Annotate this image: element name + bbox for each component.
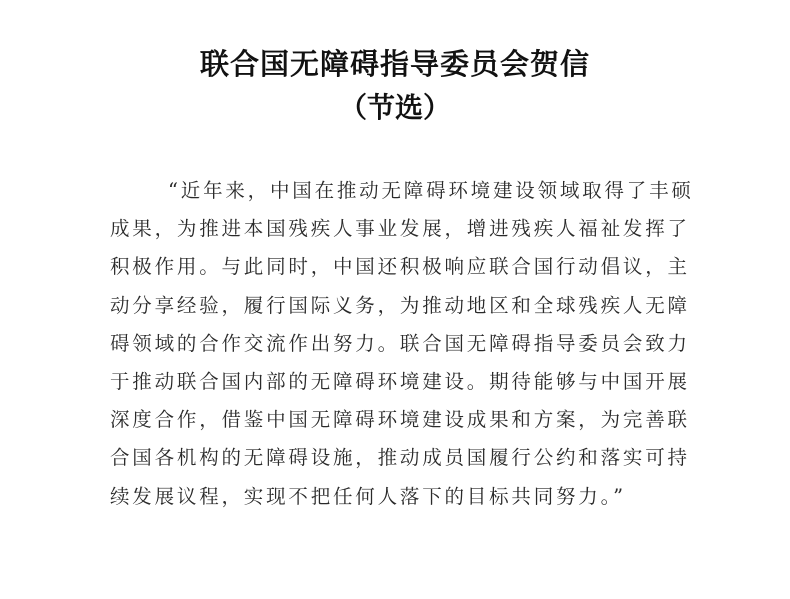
document-subtitle: （节选） <box>338 91 451 124</box>
body-line: 动分享经验，履行国际义务，为推动地区和全球残疾人无障 <box>110 293 690 317</box>
body-line: 合国各机构的无障碍设施，推动成员国履行公约和落实可持 <box>110 446 690 470</box>
body-line: 成果，为推进本国残疾人事业发展，增进残疾人福祉发挥了 <box>110 217 690 241</box>
body-line: 积极作用。与此同时，中国还积极响应联合国行动倡议，主 <box>110 255 690 279</box>
body-line: 于推动联合国内部的无障碍环境建设。期待能够与中国开展 <box>110 369 690 393</box>
body-line: “近年来，中国在推动无障碍环境建设领域取得了丰硕 <box>168 179 694 202</box>
letter-body <box>110 172 694 516</box>
document-title: 联合国无障碍指导委员会贺信 <box>199 47 590 81</box>
body-line: 碍领域的合作交流作出努力。联合国无障碍指导委员会致力 <box>110 331 690 355</box>
body-line: 续发展议程，实现不把任何人落下的目标共同努力。” <box>110 484 626 508</box>
body-line: 深度合作，借鉴中国无障碍环境建设成果和方案，为完善联 <box>110 408 690 432</box>
